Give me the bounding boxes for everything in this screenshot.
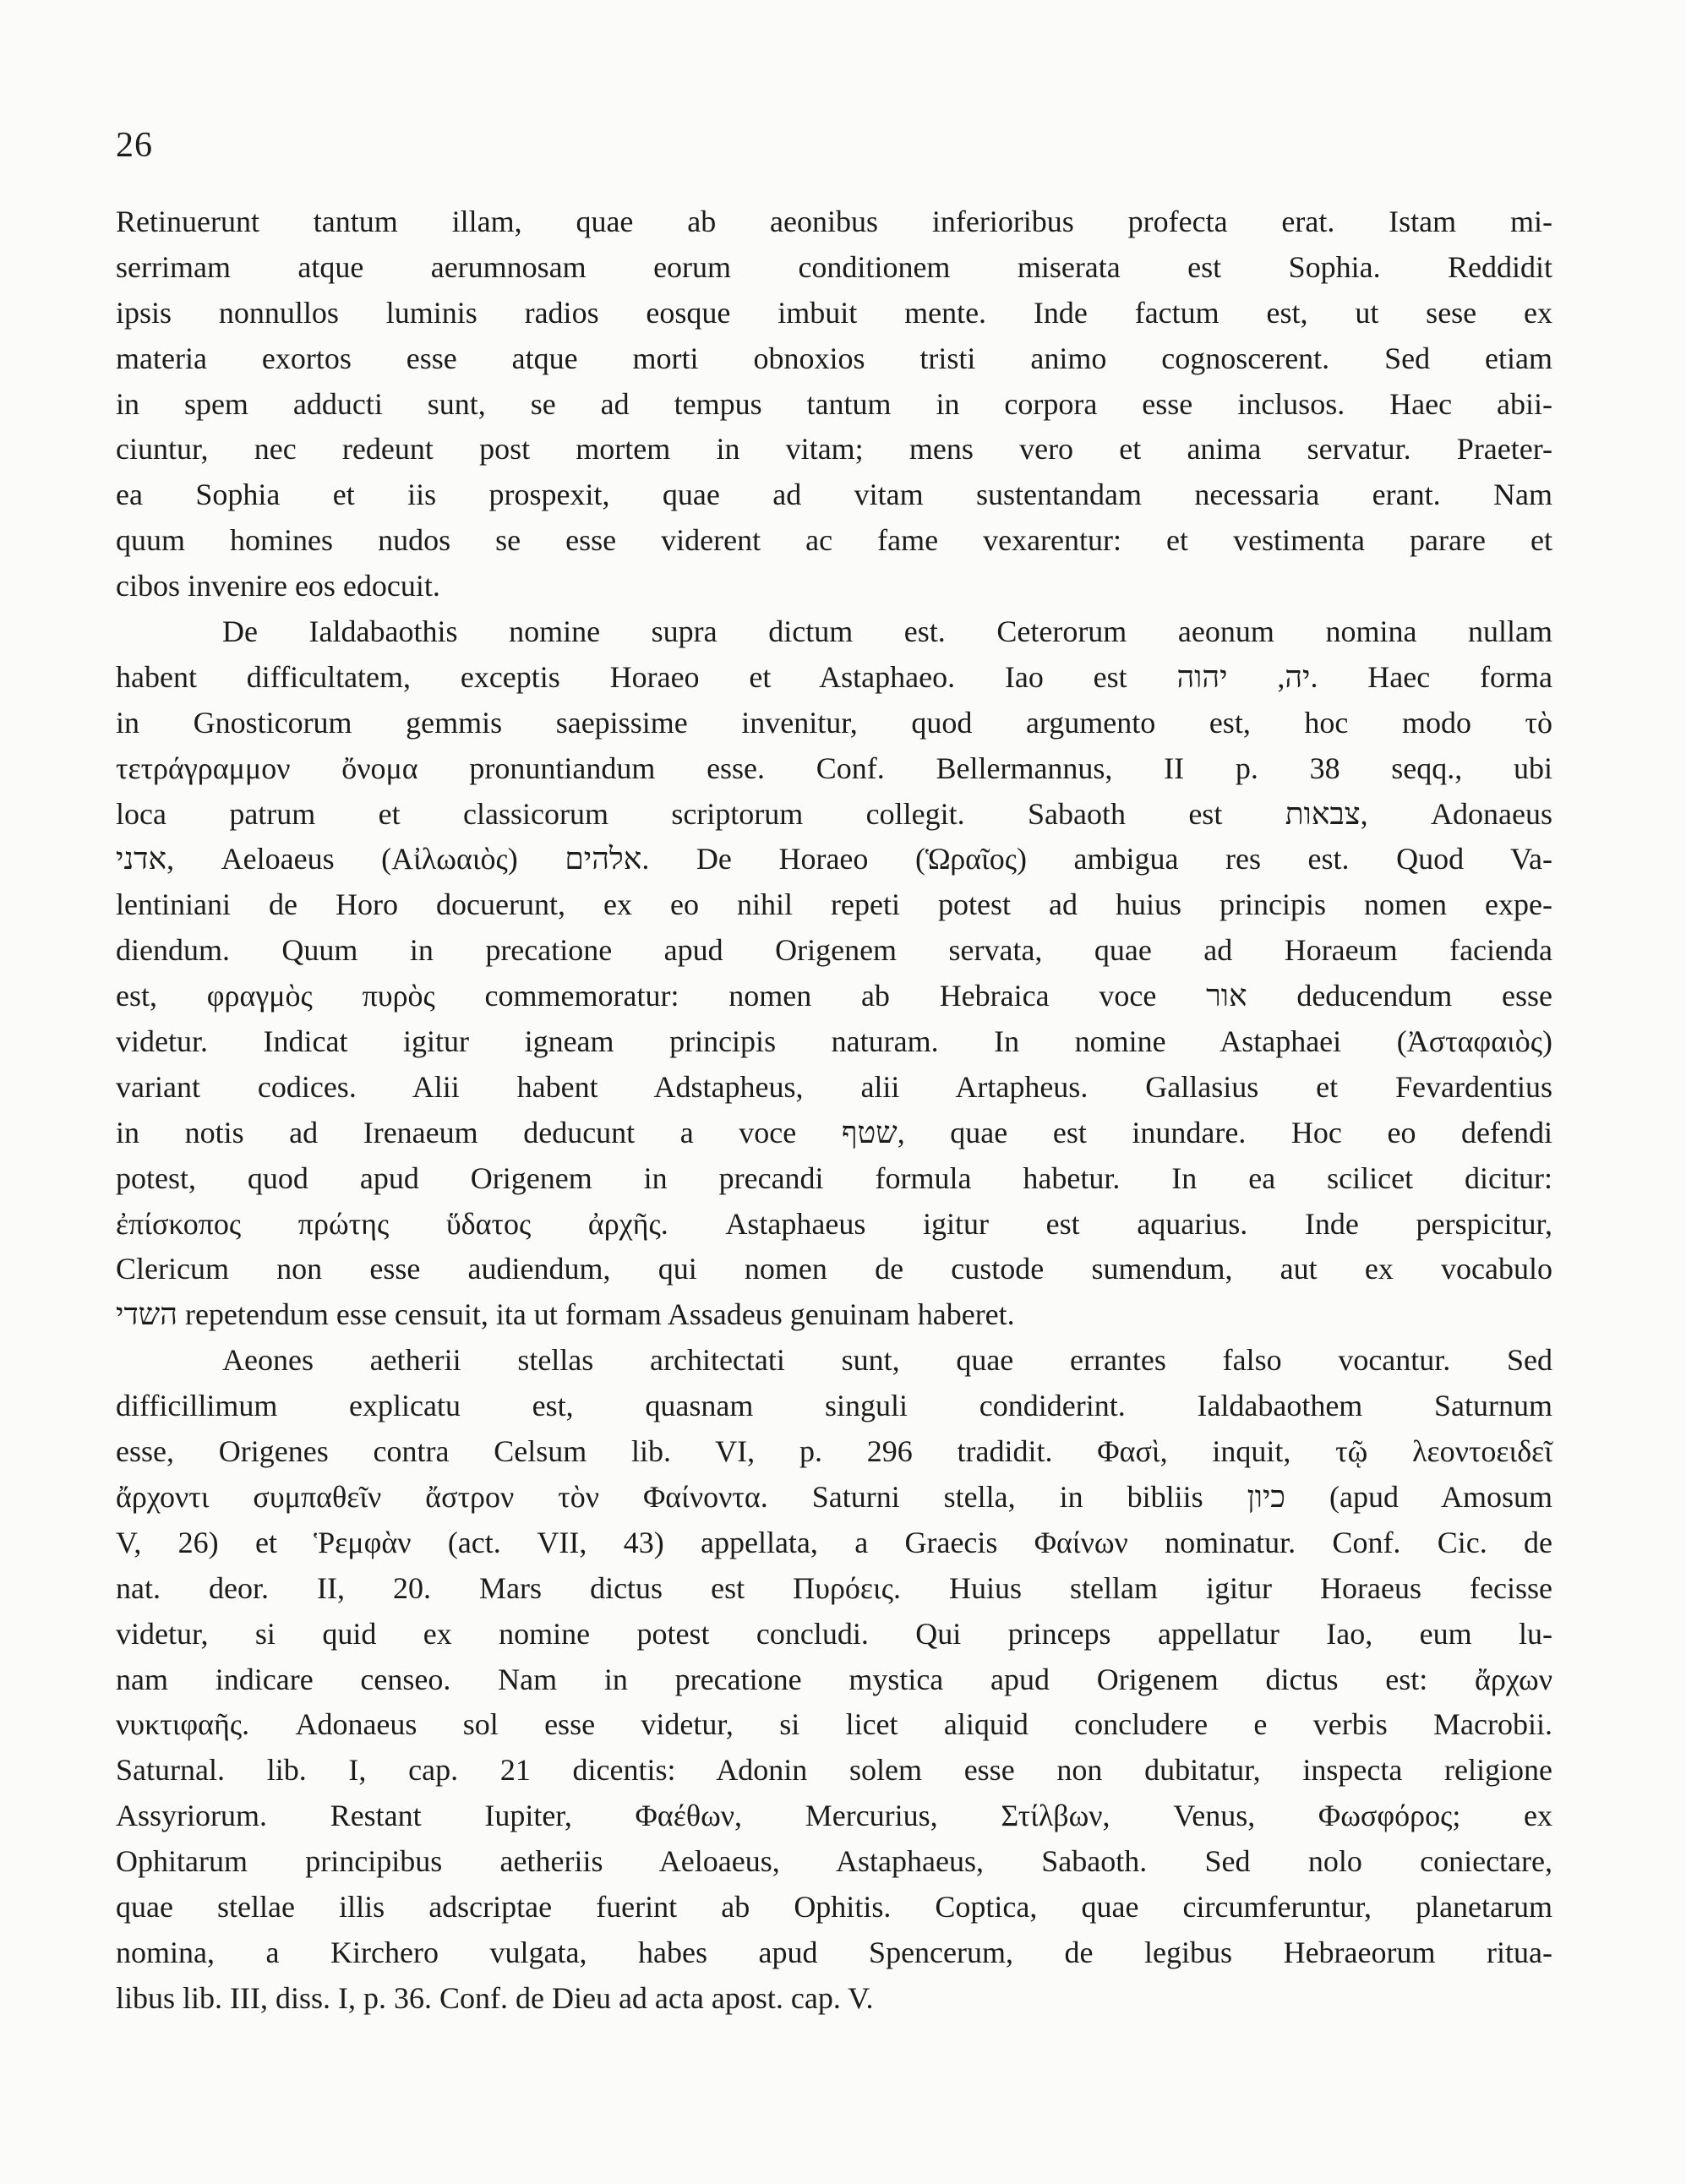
text-line: videtur. Indicat igitur igneam principis naturam. In nomine Astaphaei (Ἀσταφαιὸς): [116, 1024, 1552, 1059]
text-line: nam indicare censeo. Nam in precatione mystica apud Origenem dictus est: ἄρχων: [116, 1662, 1552, 1696]
text-line: Ophitarum principibus aetheriis Aeloaeus, Astaphaeus, Sabaoth. Sed nolo coniectare,: [116, 1844, 1552, 1879]
text-line: variant codices. Alii habent Adstapheus, alii Artapheus. Gallasius et Fevardentius: [116, 1069, 1552, 1104]
text-line: Retinuerunt tantum illam, quae ab aeonibus inferioribus profecta erat. Istam mi-: [116, 205, 1552, 238]
text-line: νυκτιφαῆς. Adonaeus sol esse videtur, si licet aliquid concludere e verbis Macrobii.: [116, 1707, 1552, 1742]
text-line: loca patrum et classicorum scriptorum collegit. Sabaoth est צבאות, Adonaeus: [116, 796, 1553, 831]
text-line: Assyriorum. Restant Iupiter, Φαέθων, Mercurius, Στίλβων, Venus, Φωσφόρος; ex: [116, 1799, 1552, 1833]
text-line: ἐπίσκοπος πρώτης ὕδατος ἀρχῆς. Astaphaeus igitur est aquarius. Inde perspicitur,: [116, 1206, 1552, 1241]
text-line: ἄρχοντι συμπαθεῖν ἄστρον τὸν Φαίνοντα. Saturni stella, in bibliis כיון (apud Amosum: [116, 1479, 1552, 1514]
body-text: [116, 199, 1552, 2022]
text-line: אדני, Aeloaeus (Αἰλωαιὸς) אלהים. De Horaeo (Ὡραῖος) ambigua res est. Quod Va-: [116, 842, 1552, 876]
text-line: est, φραγμὸς πυρὸς commemoratur: nomen ab Hebraica voce אור deducendum esse: [116, 979, 1552, 1013]
page-number: 26: [116, 126, 153, 165]
text-line: ciuntur, nec redeunt post mortem in vitam; mens vero et anima servatur. Praeter-: [116, 432, 1552, 467]
text-line: in spem adducti sunt, se ad tempus tantum in corpora esse inclusos. Haec abii-: [116, 386, 1552, 421]
text-line: serrimam atque aerumnosam eorum conditionem miserata est Sophia. Reddidit: [116, 249, 1552, 284]
text-line: quae stellae illis adscriptae fuerint ab Ophitis. Coptica, quae circumferuntur, planetarum: [116, 1889, 1552, 1924]
text-line: in notis ad Irenaeum deducunt a voce שטף, quae est inundare. Hoc eo defendi: [116, 1115, 1552, 1149]
text-line: libus lib. III, diss. I, p. 36. Conf. de Dieu ad acta apost. cap. V.: [116, 1980, 874, 2015]
text-line: in Gnosticorum gemmis saepissime invenitur, quod argumento est, hoc modo τὸ: [116, 705, 1552, 740]
text-line: quum homines nudos se esse viderent ac fame vexarentur: et vestimenta parare et: [116, 523, 1552, 558]
text-line: nat. deor. II, 20. Mars dictus est Πυρόεις. Huius stellam igitur Horaeus fecisse: [116, 1570, 1552, 1605]
text-line: השדי repetendum esse censuit, ita ut formam Assadeus genuinam haberet.: [116, 1297, 1015, 1332]
text-line: videtur, si quid ex nomine potest concludi. Qui princeps appellatur Iao, eum lu-: [116, 1616, 1552, 1651]
text-line: esse, Origenes contra Celsum lib. VI, p. 296 tradidit. Φασὶ, inquit, τῷ λεοντοειδεῖ: [116, 1434, 1552, 1469]
text-line: De Ialdabaothis nomine supra dictum est. Ceterorum aeonum nomina nullam: [222, 614, 1552, 649]
text-line: diendum. Quum in precatione apud Origenem servata, quae ad Horaeum facienda: [116, 933, 1552, 968]
text-line: nomina, a Kirchero vulgata, habes apud Spencerum, de legibus Hebraeorum ritua-: [116, 1935, 1552, 1969]
text-line: Aeones aetherii stellas architectati sunt, quae errantes falso vocantur. Sed: [222, 1343, 1552, 1378]
text-line: ea Sophia et iis prospexit, quae ad vitam sustentandam necessaria erant. Nam: [116, 478, 1552, 512]
text-line: cibos invenire eos edocuit.: [116, 569, 440, 603]
text-line: materia exortos esse atque morti obnoxios tristi animo cognoscerent. Sed etiam: [116, 341, 1552, 375]
text-line: lentiniani de Horo docuerunt, ex eo nihil repeti potest ad huius principis nomen expe-: [116, 887, 1552, 922]
text-line: potest, quod apud Origenem in precandi formula habetur. In ea scilicet dicitur:: [116, 1160, 1552, 1195]
text-line: Clericum non esse audiendum, qui nomen de custode sumendum, aut ex vocabulo: [116, 1252, 1552, 1286]
text-line: Saturnal. lib. I, cap. 21 dicentis: Adonin solem esse non dubitatur, inspecta religione: [116, 1753, 1552, 1788]
text-line: habent difficultatem, exceptis Horaeo et Astaphaeo. Iao est יה, יהוה. Haec forma: [116, 659, 1553, 694]
text-line: τετράγραμμον ὄνομα pronuntiandum esse. Conf. Bellermannus, II p. 38 seqq., ubi: [116, 751, 1552, 785]
text-line: difficillimum explicatu est, quasnam singuli condiderint. Ialdabaothem Saturnum: [116, 1389, 1552, 1423]
text-line: ipsis nonnullos luminis radios eosque imbuit mente. Inde factum est, ut sese ex: [116, 295, 1552, 330]
text-line: V, 26) et Ῥεμφὰν (act. VII, 43) appellata, a Graecis Φαίνων nominatur. Conf. Cic. de: [116, 1525, 1552, 1559]
